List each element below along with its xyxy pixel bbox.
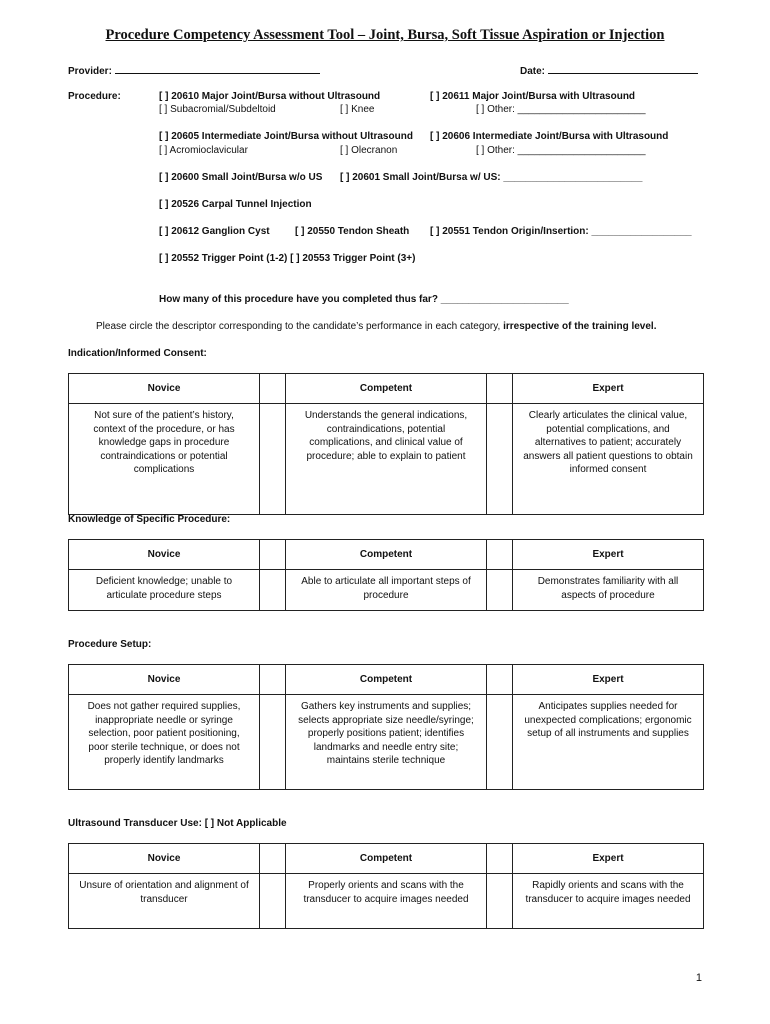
option-20610[interactable]: [ ] 20610 Major Joint/Bursa without Ultrasound	[159, 91, 381, 102]
header-novice: Novice	[69, 540, 260, 570]
option-20606-other[interactable]: [ ] Other: _______________________	[476, 145, 646, 156]
option-acromioclavicular[interactable]: [ ] Acromioclavicular	[159, 145, 248, 156]
section-heading-ultrasound[interactable]: Ultrasound Transducer Use: [ ] Not Applicable	[68, 818, 287, 829]
option-20550[interactable]: [ ] 20550 Tendon Sheath	[295, 226, 410, 237]
page-number: 1	[695, 972, 702, 984]
rubric-table-consent	[68, 373, 704, 515]
spacer-cell	[487, 665, 513, 695]
header-competent: Competent	[286, 665, 487, 695]
descriptor-competent[interactable]: Properly orients and scans with the transducer to acquire images needed	[286, 874, 487, 929]
spacer-cell	[260, 874, 286, 929]
procedure-label: Procedure:	[68, 91, 121, 102]
descriptor-competent[interactable]: Understands the general indications, contraindications, potential complications, and clinical value of procedure; able to explain to patient	[286, 404, 487, 515]
option-olecranon[interactable]: [ ] Olecranon	[340, 145, 398, 156]
spacer-cell	[487, 695, 513, 790]
rubric-table-knowledge	[68, 539, 704, 611]
option-subacromial[interactable]: [ ] Subacromial/Subdeltoid	[159, 104, 276, 115]
option-20551[interactable]: [ ] 20551 Tendon Origin/Insertion: __________________	[430, 226, 692, 237]
descriptor-novice[interactable]: Deficient knowledge; unable to articulate procedure steps	[69, 570, 260, 611]
header-competent: Competent	[286, 844, 487, 874]
spacer-cell	[260, 374, 286, 404]
spacer-cell	[487, 570, 513, 611]
rubric-table-setup	[68, 664, 704, 790]
instructions	[96, 321, 656, 332]
spacer-cell	[487, 844, 513, 874]
provider-field[interactable]	[68, 64, 320, 77]
option-20606[interactable]: [ ] 20606 Intermediate Joint/Bursa with Ultrasound	[430, 131, 669, 142]
descriptor-expert[interactable]: Clearly articulates the clinical value, potential complications, and alternatives to patient; accurately answers all patient questions to obtain informed consent	[513, 404, 704, 515]
section-heading-knowledge: Knowledge of Specific Procedure:	[68, 514, 231, 525]
header-expert: Expert	[513, 540, 704, 570]
header-expert: Expert	[513, 844, 704, 874]
spacer-cell	[487, 404, 513, 515]
header-expert: Expert	[513, 665, 704, 695]
spacer-cell	[260, 695, 286, 790]
instructions-emphasis: irrespective of the training level.	[503, 321, 657, 332]
option-20600[interactable]: [ ] 20600 Small Joint/Bursa w/o US	[159, 172, 323, 183]
header-novice: Novice	[69, 665, 260, 695]
document-title: Procedure Competency Assessment Tool – Joint, Bursa, Soft Tissue Aspiration or Injection	[105, 27, 665, 43]
spacer-cell	[260, 665, 286, 695]
header-expert: Expert	[513, 374, 704, 404]
option-20611[interactable]: [ ] 20611 Major Joint/Bursa with Ultrasound	[430, 91, 636, 102]
descriptor-expert[interactable]: Rapidly orients and scans with the transducer to acquire images needed	[513, 874, 704, 929]
provider-line	[115, 64, 320, 74]
spacer-cell	[487, 540, 513, 570]
date-label: Date:	[520, 66, 546, 77]
option-20601[interactable]: [ ] 20601 Small Joint/Bursa w/ US: _________________________	[340, 172, 643, 183]
header-competent: Competent	[286, 540, 487, 570]
spacer-cell	[487, 874, 513, 929]
procedure-count-question[interactable]: How many of this procedure have you completed thus far? _______________________	[159, 294, 569, 305]
provider-label: Provider:	[68, 66, 112, 77]
descriptor-expert[interactable]: Anticipates supplies needed for unexpected complications; ergonomic setup of all instruments and supplies	[513, 695, 704, 790]
descriptor-competent[interactable]: Gathers key instruments and supplies; selects appropriate size needle/syringe; properly positions patient; identifies landmarks and needle entry site; maintains sterile technique	[286, 695, 487, 790]
option-20612[interactable]: [ ] 20612 Ganglion Cyst	[159, 226, 270, 237]
spacer-cell	[260, 570, 286, 611]
spacer-cell	[260, 844, 286, 874]
spacer-cell	[487, 374, 513, 404]
header-novice: Novice	[69, 844, 260, 874]
date-field[interactable]	[520, 64, 698, 77]
descriptor-novice[interactable]: Unsure of orientation and alignment of transducer	[69, 874, 260, 929]
section-heading-setup: Procedure Setup:	[68, 639, 152, 650]
date-line	[548, 64, 698, 74]
descriptor-novice[interactable]: Not sure of the patient’s history, context of the procedure, or has knowledge gaps in procedure contraindications or potential complications	[69, 404, 260, 515]
option-trigger-points[interactable]: [ ] 20552 Trigger Point (1-2) [ ] 20553 Trigger Point (3+)	[159, 253, 416, 264]
option-knee[interactable]: [ ] Knee	[340, 104, 375, 115]
option-20526[interactable]: [ ] 20526 Carpal Tunnel Injection	[159, 199, 312, 210]
rubric-table-ultrasound	[68, 843, 704, 929]
spacer-cell	[260, 404, 286, 515]
header-competent: Competent	[286, 374, 487, 404]
option-20605[interactable]: [ ] 20605 Intermediate Joint/Bursa without Ultrasound	[159, 131, 413, 142]
descriptor-expert[interactable]: Demonstrates familiarity with all aspects of procedure	[513, 570, 704, 611]
header-novice: Novice	[69, 374, 260, 404]
option-20611-other[interactable]: [ ] Other: _______________________	[476, 104, 646, 115]
descriptor-novice[interactable]: Does not gather required supplies, inappropriate needle or syringe selection, poor patient positioning, poor sterile technique, or does not properly identify landmarks	[69, 695, 260, 790]
section-heading-consent: Indication/Informed Consent:	[68, 348, 207, 359]
instructions-text: Please circle the descriptor corresponding to the candidate’s performance in each category,	[96, 321, 504, 332]
spacer-cell	[260, 540, 286, 570]
descriptor-competent[interactable]: Able to articulate all important steps of procedure	[286, 570, 487, 611]
